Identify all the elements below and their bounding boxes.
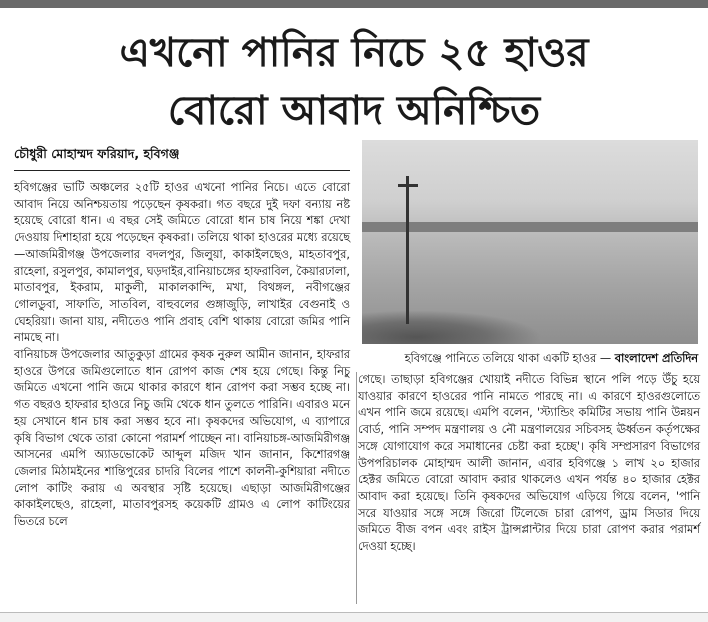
photo-water-weeds — [362, 310, 542, 344]
body-paragraph-3: গেছে। তাছাড়া হবিগঞ্জের খোয়াই নদীতে বিভিন্ন স্থানে পলি পড়ে উঁচু হয়ে যাওয়ার কারণে হাওরের পানি নামতে পারছে না। এ কারণে হাওরগুলোতে এখন পানি জমে রয়েছে। এমপি বলেন, 'স্ট্যান্ডিং কমিটির সভায় পানি উন্নয়ন বোর্ড, পানি সম্পদ মন্ত্রণালয় ও নৌ মন্ত্রণালয়ের সচিবসহ ঊর্ধ্বতন কর্তৃপক্ষের সঙ্গে যোগাযোগ করে সমাধানের চেষ্টা করা হচ্ছে'। কৃষি সম্প্রসারণ বিভাগের উপপরিচালক মোহাম্মদ আলী জানান, এবার হবিগঞ্জে ১ লাখ ২০ হাজার হেক্টর জমিতে বোরো আবাদ করার থাকলেও এখন পর্যন্ত ৪০ হাজার হেক্টর আবাদ করা হয়েছে। তিনি কৃষকদের অভিযোগ এড়িয়ে গিয়ে বলেন, 'পানি সরে যাওয়ার সঙ্গে সঙ্গে জিরো টিলেজে চারা রোপণ, ড্রাম সিডার দিয়ে জমিতে বীজ বপন এবং রাইস ট্রান্সপ্লান্টার দিয়ে চারা রোপণ করার পরামর্শ দেওয়া হচ্ছে। — [358, 373, 700, 554]
article-body-right-column — [358, 372, 700, 556]
article-body-left-column — [14, 180, 350, 531]
photo-pole-crossarm — [398, 184, 418, 187]
headline-line-1: এখনো পানির নিচে ২৫ হাওর — [119, 30, 589, 76]
body-paragraph-2: বানিয়াচঙ্গ উপজেলার আতুকুড়া গ্রামের কৃষক নুরুল আমীন জানান, হাফরার হাওরে উপরে জমিগুলোতে ধান রোপণ কাজ শেষ হয়ে গেছে। কিন্তু নিচু জমিতে এখনো পানি জমে থাকার কারণে ধান রোপণ করা সম্ভব হচ্ছে না। গত বছরও হাফরার হাওরে নিচু জমি থেকে ধান তুলতে পারিনি। এবারও মনে হয় সেখানে ধান চাষ করা সম্ভব হবে না। কৃষকদের অভিযোগ, এ ব্যাপারে কৃষি বিভাগ থেকে তারা কোনো পরামর্শ পাচ্ছেন না। বানিয়াচঙ্গ-আজমিরীগঞ্জ আসনের এমপি অ্যাডভোকেট আব্দুল মজিদ খান জানান, কিশোরগঞ্জ জেলার মিঠামইনের শান্তিপুরের চাদরি বিলের পাশে কালনী-কুশিয়ারা নদীতে লোপ কাটিং করায় এ অবস্থার সৃষ্টি হয়েছে। এছাড়া আজমিরীগঞ্জের কাকাইলছেও, রাহেলা, মাতাবপুরসহ কয়েকটি গ্রামও এ লোপ কাটিংয়ের ভিতরে চলে — [14, 348, 350, 529]
top-border-bar — [0, 0, 708, 8]
body-paragraph-1: হবিগঞ্জের ভাটি অঞ্চলের ২৫টি হাওর এখনো পানির নিচে। এতে বোরো আবাদ নিয়ে অনিশ্চয়তায় পড়েছেন কৃষকরা। গত বছরে দুই দফা বন্যায় নষ্ট হয়েছে বোরো ধান। এ বছর সেই জমিতে বোরো ধান চাষ নিয়ে শঙ্কা দেখা দেওয়ায় দিশাহারা হয়ে পড়েছেন কৃষকরা। তলিয়ে থাকা হাওরের মধ্যে রয়েছে—আজমিরীগঞ্জ উপজেলার বদলপুর, জিলুয়া, কাকাইলছেও, মাহতাবপুর, রাহেলা, রসুলপুর, কামালপুর, ঘড়দাইর,বানিয়াচঙ্গের হাফরাবিল, কৈয়ারঢালা, মাতাবপুর, ইকরাম, মাকুলী, মাকালকান্দি, মখা, বিথঙ্গল, নবীগঞ্জের গোলডুবা, সাফাতি, সাতবিল, বাহুবলের গুঙ্গাজুড়ি, লাখাইর বেগুনাই ও ঘেহরিয়া। জানা যায়, নদীতেও পানি প্রবাহ বেশি থাকায় বোরো জমির পানি নামছে না। — [14, 181, 350, 345]
photo-caption-credit: বাংলাদেশ প্রতিদিন — [614, 352, 698, 365]
photo-electric-pole — [406, 176, 409, 324]
headline-line-2: বোরো আবাদ অনিশ্চিত — [167, 88, 541, 134]
article-headline — [0, 24, 708, 140]
haor-photo — [362, 140, 698, 344]
photo-caption — [362, 350, 698, 369]
photo-caption-text: হবিগঞ্জে পানিতে তলিয়ে থাকা একটি হাওর — — [404, 352, 612, 365]
column-divider — [356, 372, 357, 604]
photo-shoreline — [362, 222, 698, 232]
byline: চৌধুরী মোহাম্মদ ফরিয়াদ, হবিগঞ্জ — [14, 146, 350, 171]
